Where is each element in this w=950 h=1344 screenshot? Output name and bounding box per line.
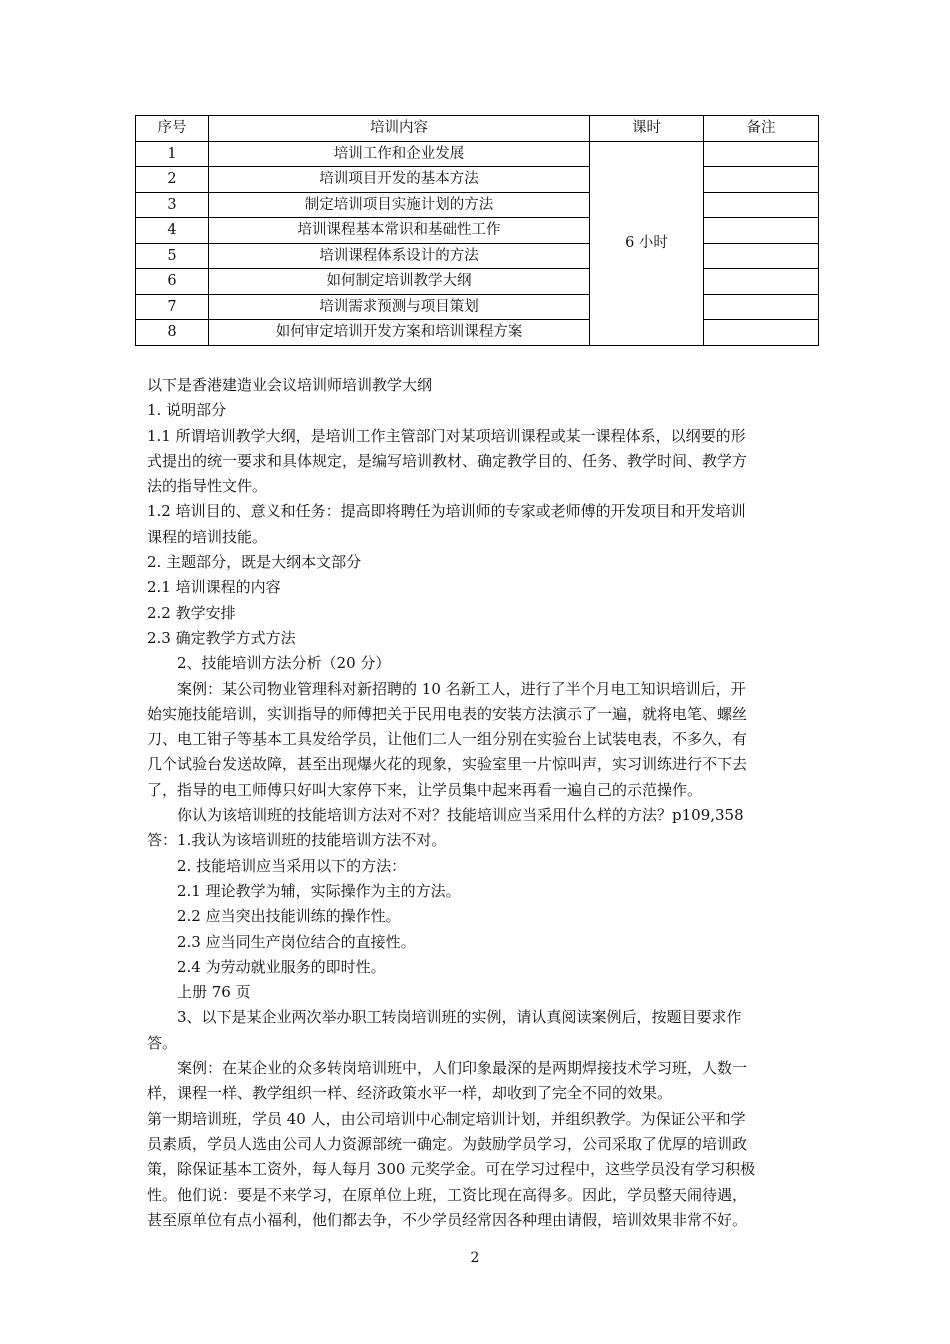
table-row — [136, 141, 819, 167]
row-no: 3 — [136, 192, 209, 218]
case-line: 案例：某公司物业管理科对新招聘的 10 名新工人，进行了半个月电工知识培训后，开 — [177, 679, 746, 698]
document-body — [147, 373, 812, 1233]
header-notes: 备注 — [704, 116, 819, 142]
case-line: 样，课程一样、教学组织一样、经济政策水平一样，却收到了完全不同的效果。 — [147, 1084, 673, 1103]
question-line: 答。 — [147, 1033, 178, 1052]
row-content: 培训需求预测与项目策划 — [209, 294, 590, 320]
answer-item: 2.1 理论教学为辅，实际操作为主的方法。 — [177, 881, 461, 900]
question-line: 你认为该培训班的技能培训方法对不对？技能培训应当采用什么样的方法？p109,358 — [177, 806, 744, 825]
row-no: 4 — [136, 218, 209, 244]
case-line: 始实施技能培训，实训指导的师傅把关于民用电表的安装方法演示了一遍，就将电笔、螺丝 — [147, 704, 748, 723]
answer-line: 答：1.我认为该培训班的技能培训方法不对。 — [147, 831, 447, 850]
answer-item: 2.2 应当突出技能训练的操作性。 — [177, 907, 401, 926]
table-row — [136, 320, 819, 346]
notes-cell — [704, 320, 819, 346]
paragraph-line: 课程的培训技能。 — [147, 527, 268, 546]
header-content: 培训内容 — [209, 116, 590, 142]
row-content: 培训课程基本常识和基础性工作 — [209, 218, 590, 244]
row-content: 如何制定培训教学大纲 — [209, 269, 590, 295]
notes-cell — [704, 218, 819, 244]
question-heading: 3、以下是某企业两次举办职工转岗培训班的实例，请认真阅读案例后，按题目要求作 — [177, 1008, 742, 1027]
table-row — [136, 243, 819, 269]
section-heading: 1. 说明部分 — [147, 401, 227, 420]
page-number: 2 — [470, 1250, 480, 1266]
page-reference: 上册 76 页 — [177, 983, 251, 1002]
paragraph-line: 式提出的统一要求和具体规定，是编写培训教材、确定教学目的、任务、教学时间、教学方 — [147, 451, 748, 470]
syllabus-table — [135, 115, 819, 346]
case-line: 员素质，学员人选由公司人力资源部统一确定。为鼓励学员学习，公司采取了优厚的培训政 — [147, 1134, 748, 1153]
row-no: 8 — [136, 320, 209, 346]
row-no: 2 — [136, 167, 209, 193]
case-line: 了，指导的电工师傅只好叫大家停下来，让学员集中起来再看一遍自己的示范操作。 — [147, 780, 703, 799]
notes-cell — [704, 269, 819, 295]
answer-item: 2.3 应当同生产岗位结合的直接性。 — [177, 932, 416, 951]
header-no: 序号 — [136, 116, 209, 142]
case-line: 第一期培训班，学员 40 人，由公司培训中心制定培训计划，并组织教学。为保证公平和学 — [147, 1109, 746, 1128]
list-item: 2.3 确定教学方式方法 — [147, 628, 296, 647]
row-content: 如何审定培训开发方案和培训课程方案 — [209, 320, 590, 346]
row-no: 1 — [136, 141, 209, 167]
table-header-row — [136, 116, 819, 142]
row-no: 6 — [136, 269, 209, 295]
row-no: 5 — [136, 243, 209, 269]
hours-cell: 6 小时 — [590, 141, 704, 345]
case-line: 几个试验台发送故障，甚至出现爆火花的现象，实验室里一片惊叫声，实习训练进行不下去 — [147, 755, 748, 774]
intro-line: 以下是香港建造业会议培训师培训教学大纲 — [147, 376, 433, 394]
row-content: 培训工作和企业发展 — [209, 141, 590, 167]
list-item: 2.2 教学安排 — [147, 603, 236, 622]
question-heading: 2、技能培训方法分析（20 分） — [177, 654, 391, 673]
table-row — [136, 218, 819, 244]
notes-cell — [704, 141, 819, 167]
case-line: 刀、电工钳子等基本工具发给学员，让他们二人一组分别在实验台上试装电表，不多久，有 — [147, 730, 748, 749]
table-row — [136, 269, 819, 295]
paragraph-line: 1.2 培训目的、意义和任务：提高即将聘任为培训师的专家或老师傅的开发项目和开发培训 — [147, 502, 746, 521]
list-item: 2.1 培训课程的内容 — [147, 578, 281, 597]
header-hours: 课时 — [590, 116, 704, 142]
row-content: 制定培训项目实施计划的方法 — [209, 192, 590, 218]
row-content: 培训课程体系设计的方法 — [209, 243, 590, 269]
section-heading: 2. 主题部分，既是大纲本文部分 — [147, 553, 362, 572]
notes-cell — [704, 243, 819, 269]
notes-cell — [704, 167, 819, 193]
table-row — [136, 192, 819, 218]
table-row — [136, 167, 819, 193]
table-row — [136, 294, 819, 320]
case-line: 甚至原单位有点小福利，他们都去争，不少学员经常因各种理由请假，培训效果非常不好。 — [147, 1210, 748, 1229]
case-line: 案例：在某企业的众多转岗培训班中，人们印象最深的是两期焊接技术学习班，人数一 — [177, 1059, 748, 1078]
case-line: 策，除保证基本工资外，每人每月 300 元奖学金。可在学习过程中，这些学员没有学习积极 — [147, 1160, 756, 1179]
notes-cell — [704, 192, 819, 218]
answer-line: 2. 技能培训应当采用以下的方法： — [177, 856, 407, 875]
answer-item: 2.4 为劳动就业服务的即时性。 — [177, 957, 386, 976]
notes-cell — [704, 294, 819, 320]
row-no: 7 — [136, 294, 209, 320]
case-line: 性。他们说：要是不来学习，在原单位上班，工资比现在高得多。因此，学员整天闹待遇， — [147, 1185, 748, 1204]
row-content: 培训项目开发的基本方法 — [209, 167, 590, 193]
paragraph-line: 1.1 所谓培训教学大纲，是培训工作主管部门对某项培训课程或某一课程体系，以纲要的形 — [147, 426, 746, 445]
paragraph-line: 法的指导性文件。 — [147, 477, 268, 496]
